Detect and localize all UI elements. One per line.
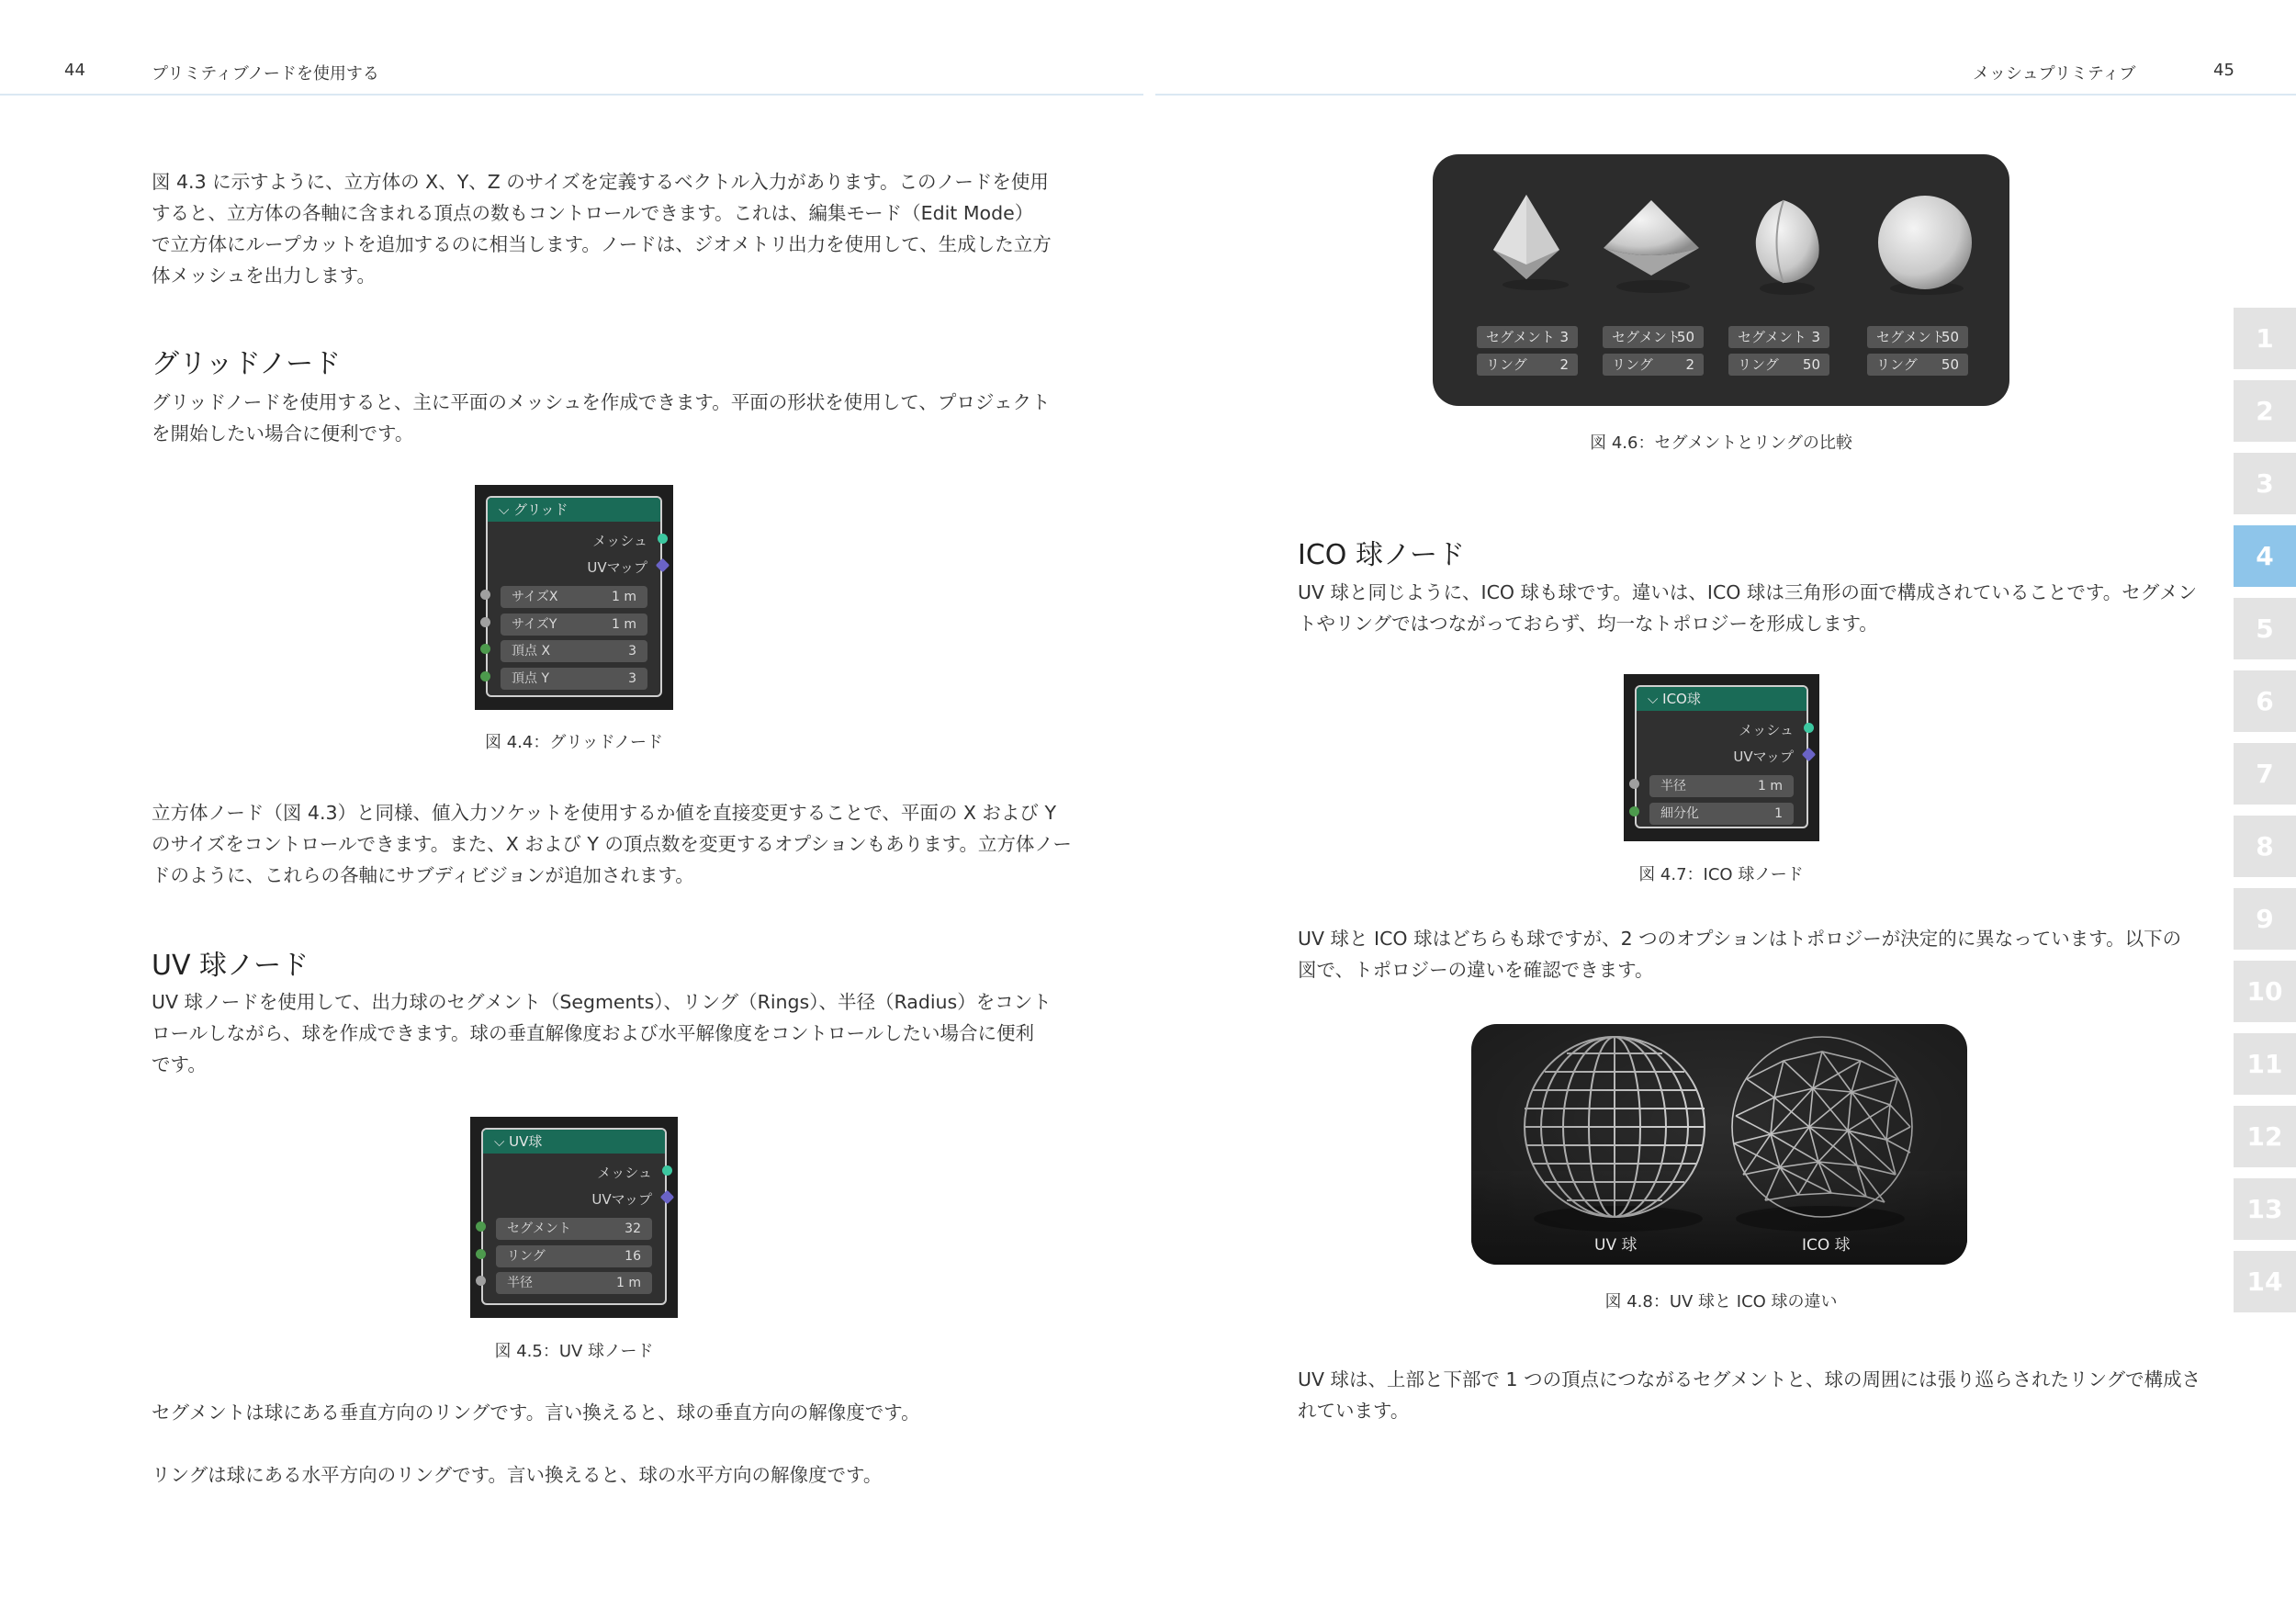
double-cone-shape bbox=[1604, 200, 1699, 276]
node-field bbox=[501, 640, 647, 662]
cube-line: ドのように、これらの各軸にサブディビジョンが追加されます。 bbox=[152, 864, 694, 886]
node-field bbox=[496, 1218, 652, 1240]
field-value: 1 m bbox=[612, 617, 636, 632]
ring-label: リング 50 bbox=[1867, 354, 1968, 376]
chapter-tab-14[interactable]: 14 bbox=[2234, 1251, 2296, 1312]
chapter-tab-13[interactable]: 13 bbox=[2234, 1178, 2296, 1240]
right-page-number: 45 bbox=[2213, 61, 2234, 80]
node-output-label: メッシュ bbox=[592, 533, 647, 549]
chapter-tab-7[interactable]: 7 bbox=[2234, 743, 2296, 805]
input-socket bbox=[1629, 806, 1639, 816]
segment-label: セグメント 3 bbox=[1728, 326, 1829, 348]
uv-sphere-node-figure bbox=[470, 1117, 678, 1318]
output-socket-geometry bbox=[662, 1165, 672, 1176]
node-field bbox=[496, 1272, 652, 1294]
ico-line: トやリングではつながっておらず、均一なトポロジーを形成します。 bbox=[1298, 613, 1878, 635]
uv-paragraph bbox=[152, 986, 1052, 1080]
ring-label: リング 2 bbox=[1477, 354, 1578, 376]
chevron-down-icon: ⌵ bbox=[494, 1133, 510, 1150]
node-field bbox=[501, 668, 647, 690]
uv-node-title: UV球 bbox=[509, 1133, 543, 1150]
field-value: 3 bbox=[628, 644, 636, 659]
node-output-label: UVマップ bbox=[587, 559, 647, 576]
compare-line: UV 球と ICO 球はどちらも球ですが、2 つのオプションはトポロジーが決定的に異なっています。以下の bbox=[1298, 928, 2182, 950]
ico-paragraph bbox=[1298, 577, 2197, 639]
input-socket bbox=[476, 1221, 486, 1232]
chapter-tab-4-active[interactable]: 4 bbox=[2234, 525, 2296, 587]
chapter-tab-10[interactable]: 10 bbox=[2234, 961, 2296, 1022]
compare-paragraph bbox=[1298, 923, 2181, 985]
uv-vs-ico-figure bbox=[1471, 1024, 1967, 1265]
uv-line: ロールしながら、球を作成できます。球の垂直解像度および水平解像度をコントロールしたい場合に便利 bbox=[152, 1022, 1035, 1044]
segment-paragraph: セグメントは球にある垂直方向のリングです。言い換えると、球の垂直方向の解像度です。 bbox=[152, 1401, 920, 1424]
output-socket-geometry bbox=[1804, 723, 1814, 733]
field-value: 32 bbox=[625, 1221, 641, 1236]
figure-caption: 図 4.7：ICO 球ノード bbox=[1638, 865, 1804, 884]
field-label: サイズY bbox=[512, 617, 557, 632]
input-socket bbox=[480, 644, 490, 654]
intro-line: すると、立方体の各軸に含まれる頂点の数もコントロールできます。これは、編集モード（Edit Mode） bbox=[152, 202, 1034, 224]
uv-line: UV 球ノードを使用して、出力球のセグメント（Segments）、リング（Rings）、半径（Radius）をコント bbox=[152, 991, 1052, 1013]
final-paragraph bbox=[1298, 1364, 2200, 1426]
field-label: 半径 bbox=[507, 1276, 533, 1290]
grid-node-body bbox=[486, 496, 662, 697]
node-output-label: メッシュ bbox=[1739, 722, 1794, 738]
intro-line: 体メッシュを出力します。 bbox=[152, 265, 376, 287]
ico-sphere-label: ICO 球 bbox=[1802, 1236, 1851, 1255]
field-value: 16 bbox=[625, 1249, 641, 1264]
uv-node-header bbox=[483, 1130, 665, 1154]
intro-line: 図 4.3 に示すように、立方体の X、Y、Z のサイズを定義するベクトル入力があります。このノードを使用 bbox=[152, 171, 1049, 193]
chapter-tab-1[interactable]: 1 bbox=[2234, 308, 2296, 369]
field-value: 1 m bbox=[612, 590, 636, 604]
node-field bbox=[1649, 803, 1794, 825]
left-header-rule bbox=[0, 94, 1143, 96]
cube-line: のサイズをコントロールできます。また、X および Y の頂点数を変更するオプションもあります。立方体ノー bbox=[152, 833, 1072, 855]
ico-sphere-node-figure bbox=[1624, 674, 1819, 841]
figure-caption: 図 4.8：UV 球と ICO 球の違い bbox=[1604, 1292, 1838, 1311]
segment-ring-comparison-figure bbox=[1433, 154, 2009, 406]
field-value: 1 bbox=[1774, 806, 1783, 821]
node-field bbox=[1649, 775, 1794, 797]
field-label: 細分化 bbox=[1660, 806, 1699, 821]
grid-node-figure bbox=[475, 485, 673, 710]
final-line: UV 球は、上部と下部で 1 つの頂点につながるセグメントと、球の周囲には張り巡らされたリングで構成さ bbox=[1298, 1368, 2201, 1390]
node-output-label: UVマップ bbox=[591, 1191, 652, 1208]
ring-label: リング 2 bbox=[1603, 354, 1704, 376]
ico-node-body bbox=[1635, 685, 1808, 828]
node-field bbox=[501, 614, 647, 636]
chapter-tab-5[interactable]: 5 bbox=[2234, 598, 2296, 659]
chevron-down-icon: ⌵ bbox=[1648, 691, 1663, 707]
field-label: 頂点 X bbox=[512, 644, 551, 659]
uv-sphere-label: UV 球 bbox=[1594, 1236, 1638, 1255]
ring-label: リング 50 bbox=[1728, 354, 1829, 376]
figure-caption: 図 4.4：グリッドノード bbox=[484, 733, 664, 752]
output-socket-geometry bbox=[658, 534, 668, 544]
grid-line: グリッドノードを使用すると、主に平面のメッシュを作成できます。平面の形状を使用して、プロジェクト bbox=[152, 391, 1051, 413]
intro-line: で立方体にループカットを追加するのに相当します。ノードは、ジオメトリ出力を使用して、生成した立方 bbox=[152, 233, 1052, 255]
uv-sphere-heading: UV 球ノード bbox=[152, 950, 310, 982]
uv-line: です。 bbox=[152, 1053, 207, 1075]
left-page-number: 44 bbox=[64, 61, 85, 80]
node-field bbox=[501, 586, 647, 608]
sphere-shape bbox=[1878, 196, 1972, 289]
input-socket bbox=[476, 1276, 486, 1286]
ico-line: UV 球と同じように、ICO 球も球です。違いは、ICO 球は三角形の面で構成されていることです。セグメン bbox=[1298, 581, 2198, 603]
chevron-down-icon: ⌵ bbox=[499, 501, 514, 518]
segment-label: セグメント 3 bbox=[1477, 326, 1578, 348]
field-value: 3 bbox=[628, 671, 636, 686]
chapter-tab-12[interactable]: 12 bbox=[2234, 1106, 2296, 1167]
node-field bbox=[496, 1245, 652, 1267]
chapter-tab-9[interactable]: 9 bbox=[2234, 888, 2296, 950]
input-socket bbox=[480, 617, 490, 627]
grid-node-heading: グリッドノード bbox=[152, 348, 342, 380]
chapter-tab-2[interactable]: 2 bbox=[2234, 380, 2296, 442]
left-running-head: プリミティブノードを使用する bbox=[152, 64, 379, 84]
input-socket bbox=[480, 590, 490, 600]
octahedron-shape bbox=[1493, 195, 1559, 279]
uv-node-body bbox=[481, 1128, 667, 1305]
ico-node-title: ICO球 bbox=[1662, 691, 1701, 707]
segment-label: セグメント 50 bbox=[1867, 326, 1968, 348]
final-line: れています。 bbox=[1298, 1400, 1410, 1422]
grid-paragraph bbox=[152, 387, 1050, 449]
figure-caption: 図 4.5：UV 球ノード bbox=[494, 1342, 654, 1361]
grid-line: を開始したい場合に便利です。 bbox=[152, 422, 414, 445]
field-label: サイズX bbox=[512, 590, 558, 604]
input-socket bbox=[480, 671, 490, 681]
ico-sphere-heading: ICO 球ノード bbox=[1298, 539, 1466, 571]
intro-paragraph bbox=[152, 166, 1052, 291]
grid-node-header bbox=[488, 498, 660, 522]
field-value: 1 m bbox=[1758, 779, 1783, 794]
ring-paragraph: リングは球にある水平方向のリングです。言い換えると、球の水平方向の解像度です。 bbox=[152, 1464, 883, 1486]
chapter-tab-3[interactable]: 3 bbox=[2234, 453, 2296, 514]
right-header-rule bbox=[1155, 94, 2296, 96]
field-label: セグメント bbox=[507, 1221, 571, 1236]
figure-caption: 図 4.6：セグメントとリングの比較 bbox=[1590, 433, 1852, 453]
ico-node-header bbox=[1637, 687, 1806, 711]
input-socket bbox=[1629, 779, 1639, 789]
compare-line: 図で、トポロジーの違いを確認できます。 bbox=[1298, 959, 1654, 981]
field-label: 半径 bbox=[1660, 779, 1686, 794]
chapter-tab-6[interactable]: 6 bbox=[2234, 670, 2296, 732]
lens-shape bbox=[1756, 200, 1819, 283]
chapter-tab-11[interactable]: 11 bbox=[2234, 1033, 2296, 1095]
input-socket bbox=[476, 1249, 486, 1259]
node-output-label: メッシュ bbox=[597, 1165, 652, 1181]
wireframe-spheres bbox=[1471, 1024, 1967, 1265]
right-running-head: メッシュプリミティブ bbox=[1973, 64, 2136, 84]
cube-paragraph bbox=[152, 797, 1072, 891]
field-label: リング bbox=[507, 1249, 546, 1264]
field-label: 頂点 Y bbox=[512, 671, 550, 686]
field-value: 1 m bbox=[616, 1276, 641, 1290]
node-output-label: UVマップ bbox=[1733, 749, 1794, 765]
segment-label: セグメント 50 bbox=[1603, 326, 1704, 348]
grid-node-title: グリッド bbox=[513, 501, 568, 518]
chapter-tab-8[interactable]: 8 bbox=[2234, 816, 2296, 877]
cube-line: 立方体ノード（図 4.3）と同様、値入力ソケットを使用するか値を直接変更することで、平面の X および Y bbox=[152, 802, 1056, 824]
